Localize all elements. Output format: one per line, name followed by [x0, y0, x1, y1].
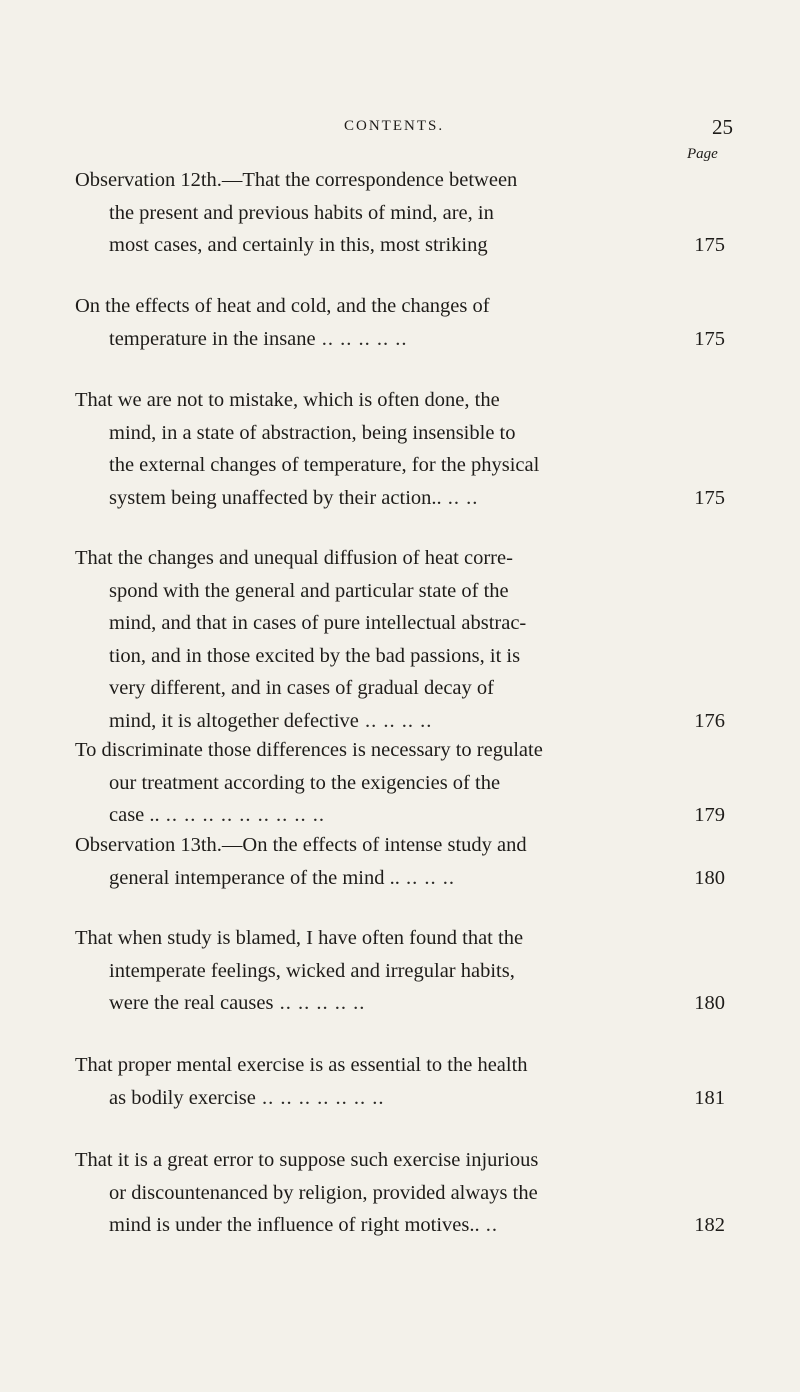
dot-leaders: .. .. .. .. .. .. .. .. .. [159, 804, 326, 826]
entry-line: intemperate feelings, wicked and irregular habits, [109, 959, 515, 982]
contents-entry [75, 542, 725, 737]
entry-line: Observation 12th.—That the correspondence between [75, 169, 518, 191]
entry-text: temperature in the insane [109, 327, 316, 350]
entry-line: Observation 13th.—On the effects of intense study and [75, 834, 527, 856]
entry-line: That when study is blamed, I have often found that the [75, 927, 524, 949]
page-number: 25 [712, 115, 733, 139]
entry-line: the external changes of temperature, for the physical [109, 454, 540, 476]
page-reference: 180 [694, 866, 725, 889]
entry-line: To discriminate those differences is necessary to regulate [75, 739, 543, 761]
entry-last-line [75, 705, 725, 738]
entry-line: mind, in a state of abstraction, being insensible to [109, 421, 516, 444]
entry-text: mind is under the influence of right motives.. [109, 1214, 480, 1236]
contents-entry [75, 829, 725, 894]
contents-entry [75, 1144, 725, 1242]
page-reference: 176 [694, 709, 725, 732]
dot-leaders: .. .. [441, 486, 479, 509]
entry-last-line [75, 987, 725, 1020]
entry-line: very different, and in cases of gradual decay of [109, 677, 494, 699]
entry-line: mind, and that in cases of pure intellectual abstrac- [109, 612, 527, 634]
entry-line: That proper mental exercise is as essential to the health [75, 1054, 528, 1076]
dot-leaders: .. .. .. .. [358, 709, 433, 732]
entry-line: spond with the general and particular state of the [109, 579, 509, 602]
page-reference: 175 [694, 327, 725, 350]
entry-text: most cases, and certainly in this, most striking [109, 234, 488, 256]
page-reference: 182 [694, 1214, 725, 1236]
entry-line: the present and previous habits of mind, are, in [109, 201, 494, 224]
entry-line: or discountenanced by religion, provided always the [109, 1181, 538, 1204]
page-reference: 175 [694, 486, 725, 509]
entry-text: as bodily exercise [109, 1086, 256, 1109]
dot-leaders: .. .. .. [399, 866, 455, 889]
contents-entry [75, 1049, 725, 1114]
page-reference: 179 [694, 804, 725, 826]
page-reference: 181 [694, 1086, 725, 1109]
page-reference: 175 [694, 234, 725, 256]
entry-last-line [75, 482, 725, 515]
contents-entry [75, 734, 725, 832]
entry-text: general intemperance of the mind .. [109, 866, 400, 889]
entry-line: tion, and in those excited by the bad passions, it is [109, 644, 521, 667]
contents-entry [75, 384, 725, 514]
entry-last-line [75, 229, 725, 262]
entry-last-line [75, 1082, 725, 1115]
entry-last-line [75, 799, 725, 832]
dot-leaders: .. .. .. .. .. [273, 992, 366, 1014]
entry-line: That the changes and unequal diffusion of heat corre- [75, 547, 513, 569]
entry-line: On the effects of heat and cold, and the changes of [75, 295, 490, 317]
contents-entry [75, 922, 725, 1020]
running-title: CONTENTS. [344, 118, 445, 134]
dot-leaders: .. .. .. .. .. .. .. [255, 1086, 385, 1109]
entry-text: system being unaffected by their action.. [109, 486, 442, 509]
page-reference: 180 [694, 992, 725, 1014]
dot-leaders: .. [479, 1214, 499, 1236]
entry-line: That it is a great error to suppose such exercise injurious [75, 1149, 539, 1171]
entry-last-line [75, 323, 725, 356]
entry-line: our treatment according to the exigencies of the [109, 771, 501, 794]
entry-text: mind, it is altogether defective [109, 709, 359, 732]
entry-text: case .. [109, 804, 160, 826]
contents-entry [75, 164, 725, 262]
entry-line: That we are not to mistake, which is often done, the [75, 389, 500, 411]
entry-last-line [75, 1209, 725, 1242]
entry-last-line [75, 862, 725, 895]
contents-entry [75, 290, 725, 355]
dot-leaders: .. .. .. .. .. [315, 327, 408, 350]
entry-text: were the real causes [109, 992, 274, 1014]
page-column-label: Page [687, 146, 718, 162]
